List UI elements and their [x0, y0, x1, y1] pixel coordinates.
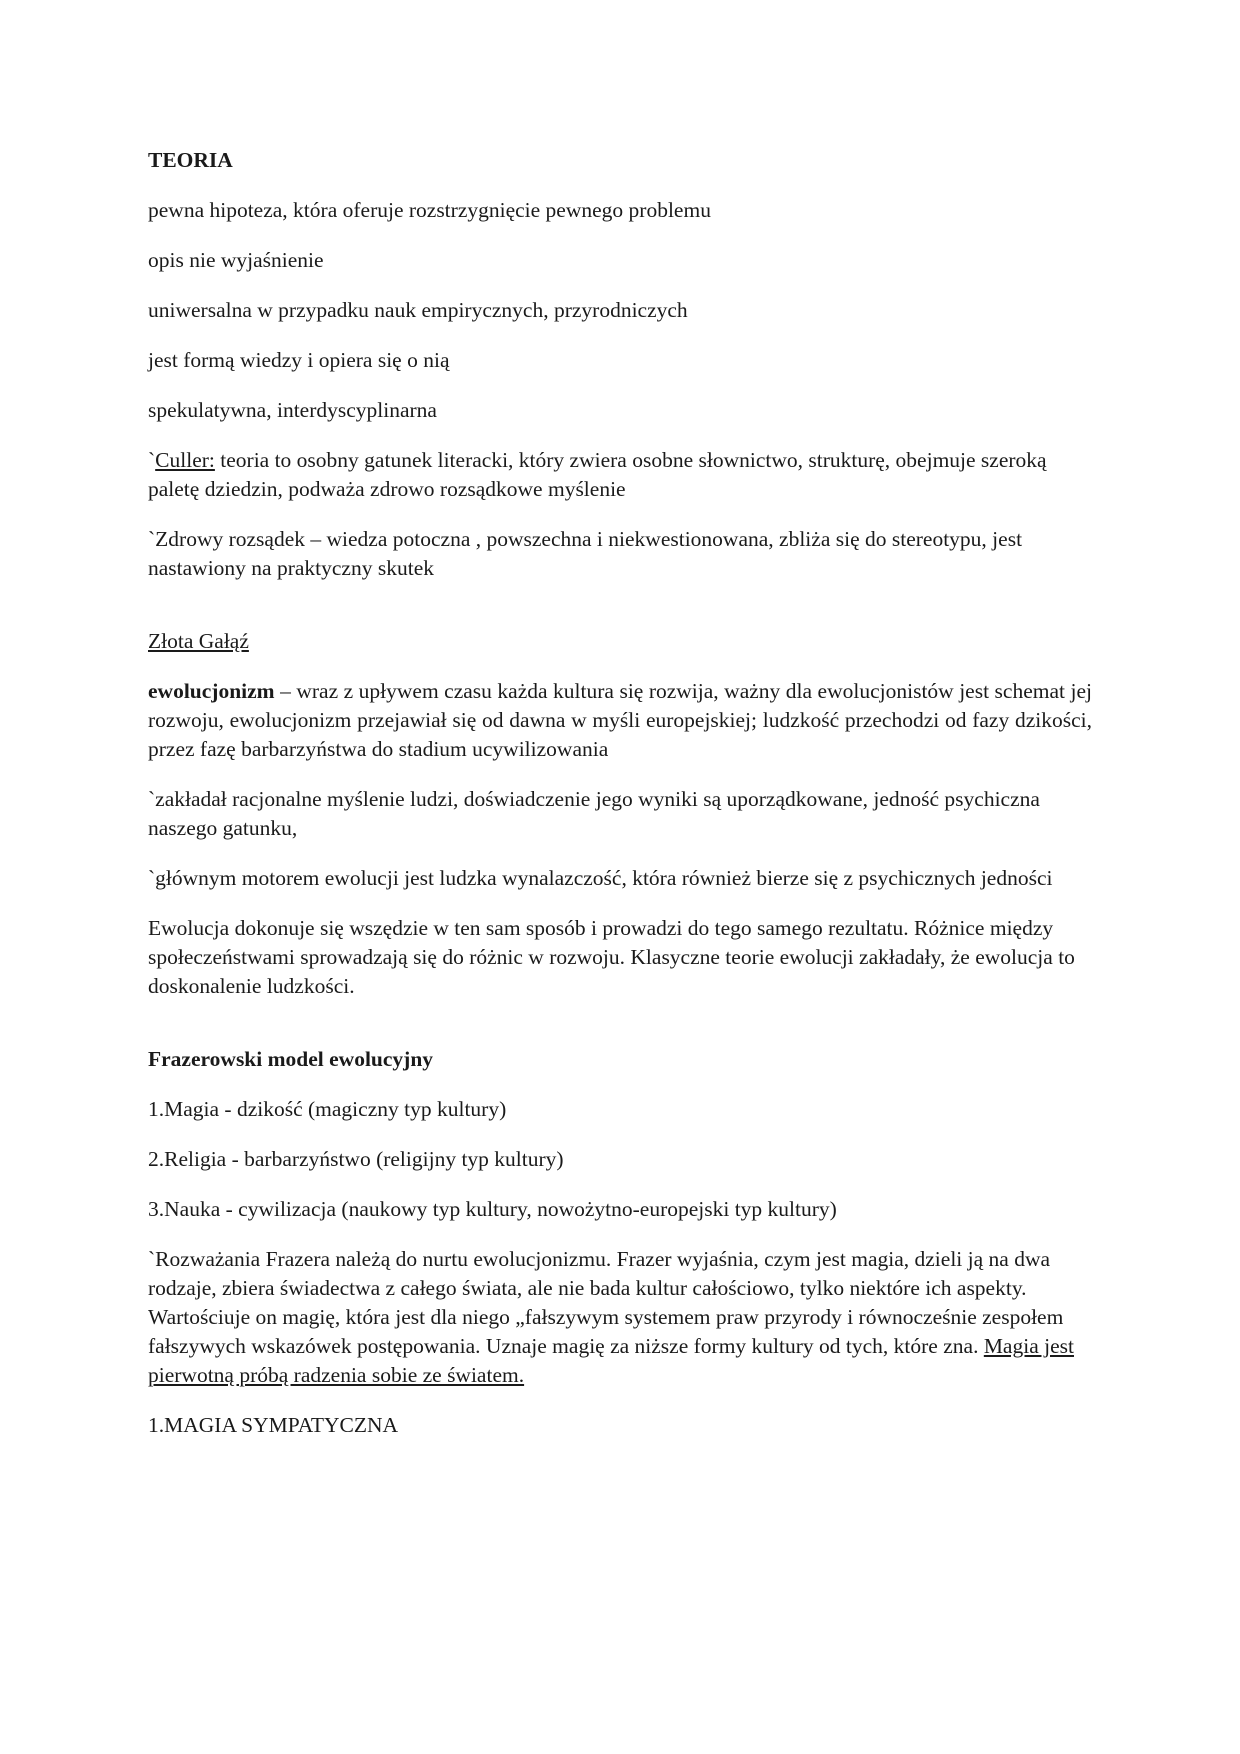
list-item-science: 3.Nauka - cywilizacja (naukowy typ kultury, nowożytno-europejski typ kultury)	[148, 1197, 837, 1221]
paragraph-sympathetic-magic: 1.MAGIA SYMPATYCZNA	[148, 1413, 399, 1437]
evolutionism-text: – wraz z upływem czasu każda kultura się rozwija, ważny dla ewolucjonistów jest schemat jej rozwoju, ewolucjonizm przejawiał się od dawna w myśli europejskiej; ludzkość przechodzi od fazy dzikości, przez fazę barbarzyństwa do stadium ucywilizowania	[148, 679, 1092, 761]
paragraph-common-sense: `Zdrowy rozsądek – wiedza potoczna , powszechna i niekwestionowana, zbliża się do stereotypu, jest nastawiony na praktyczny skutek	[148, 527, 1023, 580]
paragraph-evolution-summary: Ewolucja dokonuje się wszędzie w ten sam sposób i prowadzi do tego samego rezultatu. Różnice między społeczeństwami sprowadzają się do różnic w rozwoju. Klasyczne teorie ewolucji zakładały, że ewolucja to doskonalenie ludzkości.	[148, 916, 1075, 998]
list-item-magic: 1.Magia - dzikość (magiczny typ kultury)	[148, 1097, 507, 1121]
section-heading-teoria: TEORIA	[148, 148, 233, 172]
paragraph-universal: uniwersalna w przypadku nauk empirycznych, przyrodniczych	[148, 298, 688, 322]
section-heading-frazer-model: Frazerowski model ewolucyjny	[148, 1047, 434, 1071]
paragraph-motor: `głównym motorem ewolucji jest ludzka wynalazczość, która również bierze się z psychicznych jedności	[148, 866, 1053, 890]
paragraph-hypothesis: pewna hipoteza, która oferuje rozstrzygnięcie pewnego problemu	[148, 198, 711, 222]
paragraph-knowledge: jest formą wiedzy i opiera się o nią	[148, 348, 450, 372]
paragraph-culler	[148, 446, 1092, 504]
frazer-underlined-conclusion: Magia jest pierwotną próbą radzenia sobie ze światem.	[148, 1334, 1074, 1387]
culler-name: Culler:	[155, 448, 215, 472]
document-page	[148, 146, 1092, 1461]
list-item-religion: 2.Religia - barbarzyństwo (religijny typ kultury)	[148, 1147, 564, 1171]
culler-text: teoria to osobny gatunek literacki, który zwiera osobne słownictwo, strukturę, obejmuje szeroką paletę dziedzin, podważa zdrowo rozsądkowe myślenie	[148, 448, 1047, 501]
paragraph-frazer	[148, 1245, 1092, 1390]
section-heading-golden-bough: Złota Gałąź	[148, 629, 249, 653]
culler-prefix: `	[148, 448, 156, 472]
paragraph-evolutionism	[148, 677, 1092, 764]
evolutionism-term: ewolucjonizm	[148, 679, 275, 703]
frazer-text: `Rozważania Frazera należą do nurtu ewolucjonizmu. Frazer wyjaśnia, czym jest magia, dzieli ją na dwa rodzaje, zbiera świadectwa z całego świata, ale nie bada kultur całościowo, tylko niektóre ich aspekty. Wartościuje on magię, która jest dla niego „fałszywym systemem praw przyrody i równocześnie zespołem fałszywych wskazówek postępowania. Uznaje magię za niższe formy kultury od tych, które zna.	[148, 1247, 1064, 1358]
paragraph-description: opis nie wyjaśnienie	[148, 248, 324, 272]
paragraph-assumed: `zakładał racjonalne myślenie ludzi, doświadczenie jego wyniki są uporządkowane, jedność psychiczna naszego gatunku,	[148, 787, 1040, 840]
paragraph-speculative: spekulatywna, interdyscyplinarna	[148, 398, 437, 422]
